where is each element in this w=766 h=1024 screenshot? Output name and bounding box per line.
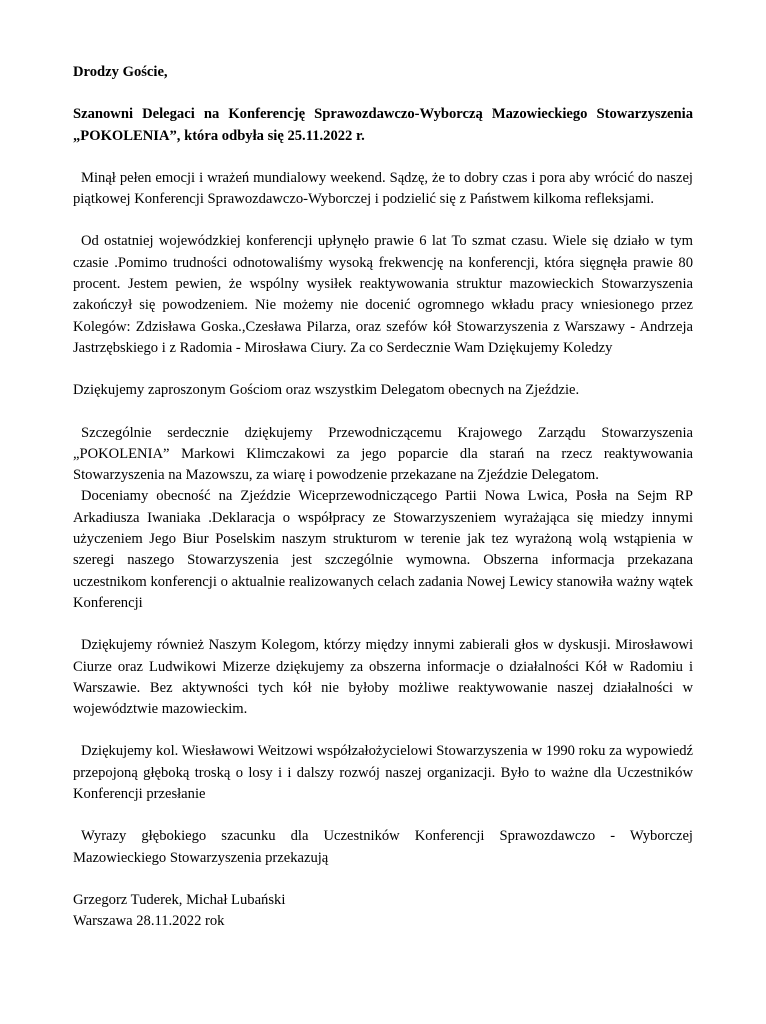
paragraph-2: Od ostatniej wojewódzkiej konferencji upłynęło prawie 6 lat To szmat czasu. Wiele się działo w tym czasie .Pomimo trudności odnotowaliśmy wysoką frekwencję na konferencji, która sięgnęła prawie 80 procent. Jestem pewien, że wspólny wysiłek reaktywowania struktur mazowieckich Stowarzyszenia zakończył się powodzeniem. Nie możemy nie docenić ogromnego wkładu pracy wniesionego przez Kolegów: Zdzisława Goska.,Czesława Pilarza, oraz szefów kół Stowarzyszenia z Warszawy - Andrzeja Jastrzębskiego i z Radomia - Mirosława Ciury. Za co Serdecznie Wam Dziękujemy Koledzy (73, 233, 693, 356)
signature-place-date: Warszawa 28.11.2022 rok (73, 913, 225, 930)
paragraph-3: Dziękujemy zaproszonym Gościom oraz wszystkim Delegatom obecnych na Zjeździe. (73, 382, 580, 399)
paragraph-4: Szczególnie serdecznie dziękujemy Przewodniczącemu Krajowego Zarządu Stowarzyszenia „POKOLENIA” Markowi Klimczakowi za jego poparcie dla starań na rzecz reaktywowania Stowarzyszenia na Mazowszu, za wiarę i powodzenie przekazane na Zjeździe Delegatom. (73, 424, 693, 484)
paragraph-5: Doceniamy obecność na Zjeździe Wiceprzewodniczącego Partii Nowa Lwica, Posła na Sejm RP Arkadiusza Iwaniaka .Deklaracja o współpracy ze Stowarzyszeniem wyrażająca się miedzy innymi użyczeniem Jego Biur Poselskim naszym strukturom w terenie jak tez wyrażoną wolą wstąpienia w szeregi naszego Stowarzyszenia jest szczególnie wymowna. Obszerna informacja przekazana uczestnikom konferencji o aktualnie realizowanych celach zadania Nowej Lewicy stanowiła ważny wątek Konferencji (73, 488, 693, 611)
letter (73, 62, 693, 933)
paragraph-1: Minął pełen emocji i wrażeń mundialowy weekend. Sądzę, że to dobry czas i pora aby wrócić do naszej piątkowej Konferencji Sprawozdawczo-Wyborczej i podzielić się z Państwem kilkoma refleksjami. (73, 169, 693, 208)
signature-names: Grzegorz Tuderek, Michał Lubański (73, 891, 286, 908)
greeting: Drodzy Goście, (73, 64, 168, 80)
paragraph-8: Wyrazy głębokiego szacunku dla Uczestników Konferencji Sprawozdawczo - Wyborczej Mazowieckiego Stowarzyszenia przekazują (73, 828, 693, 866)
heading: Szanowni Delegaci na Konferencję Sprawozdawczo-Wyborczą Mazowieckiego Stowarzyszenia „POKOLENIA”, która odbyła się 25.11.2022 r. (73, 106, 693, 144)
paragraph-6: Dziękujemy również Naszym Kolegom, którzy między innymi zabierali głos w dyskusji. Mirosławowi Ciurze oraz Ludwikowi Mizerze dziękujemy za obszerna informacje o działalności Kół w Radomiu i Warszawie. Bez aktywności tych kół nie byłoby możliwe reaktywowanie naszej działalności w województwie mazowieckim. (73, 637, 693, 718)
paragraph-7: Dziękujemy kol. Wiesławowi Weitzowi współzałożycielowi Stowarzyszenia w 1990 roku za wypowiedź przepojoną głęboką troską o losy i i dalszy rozwój naszej organizacji. Było to ważne dla Uczestników Konferencji przesłanie (73, 743, 693, 803)
signature-block (73, 890, 693, 933)
